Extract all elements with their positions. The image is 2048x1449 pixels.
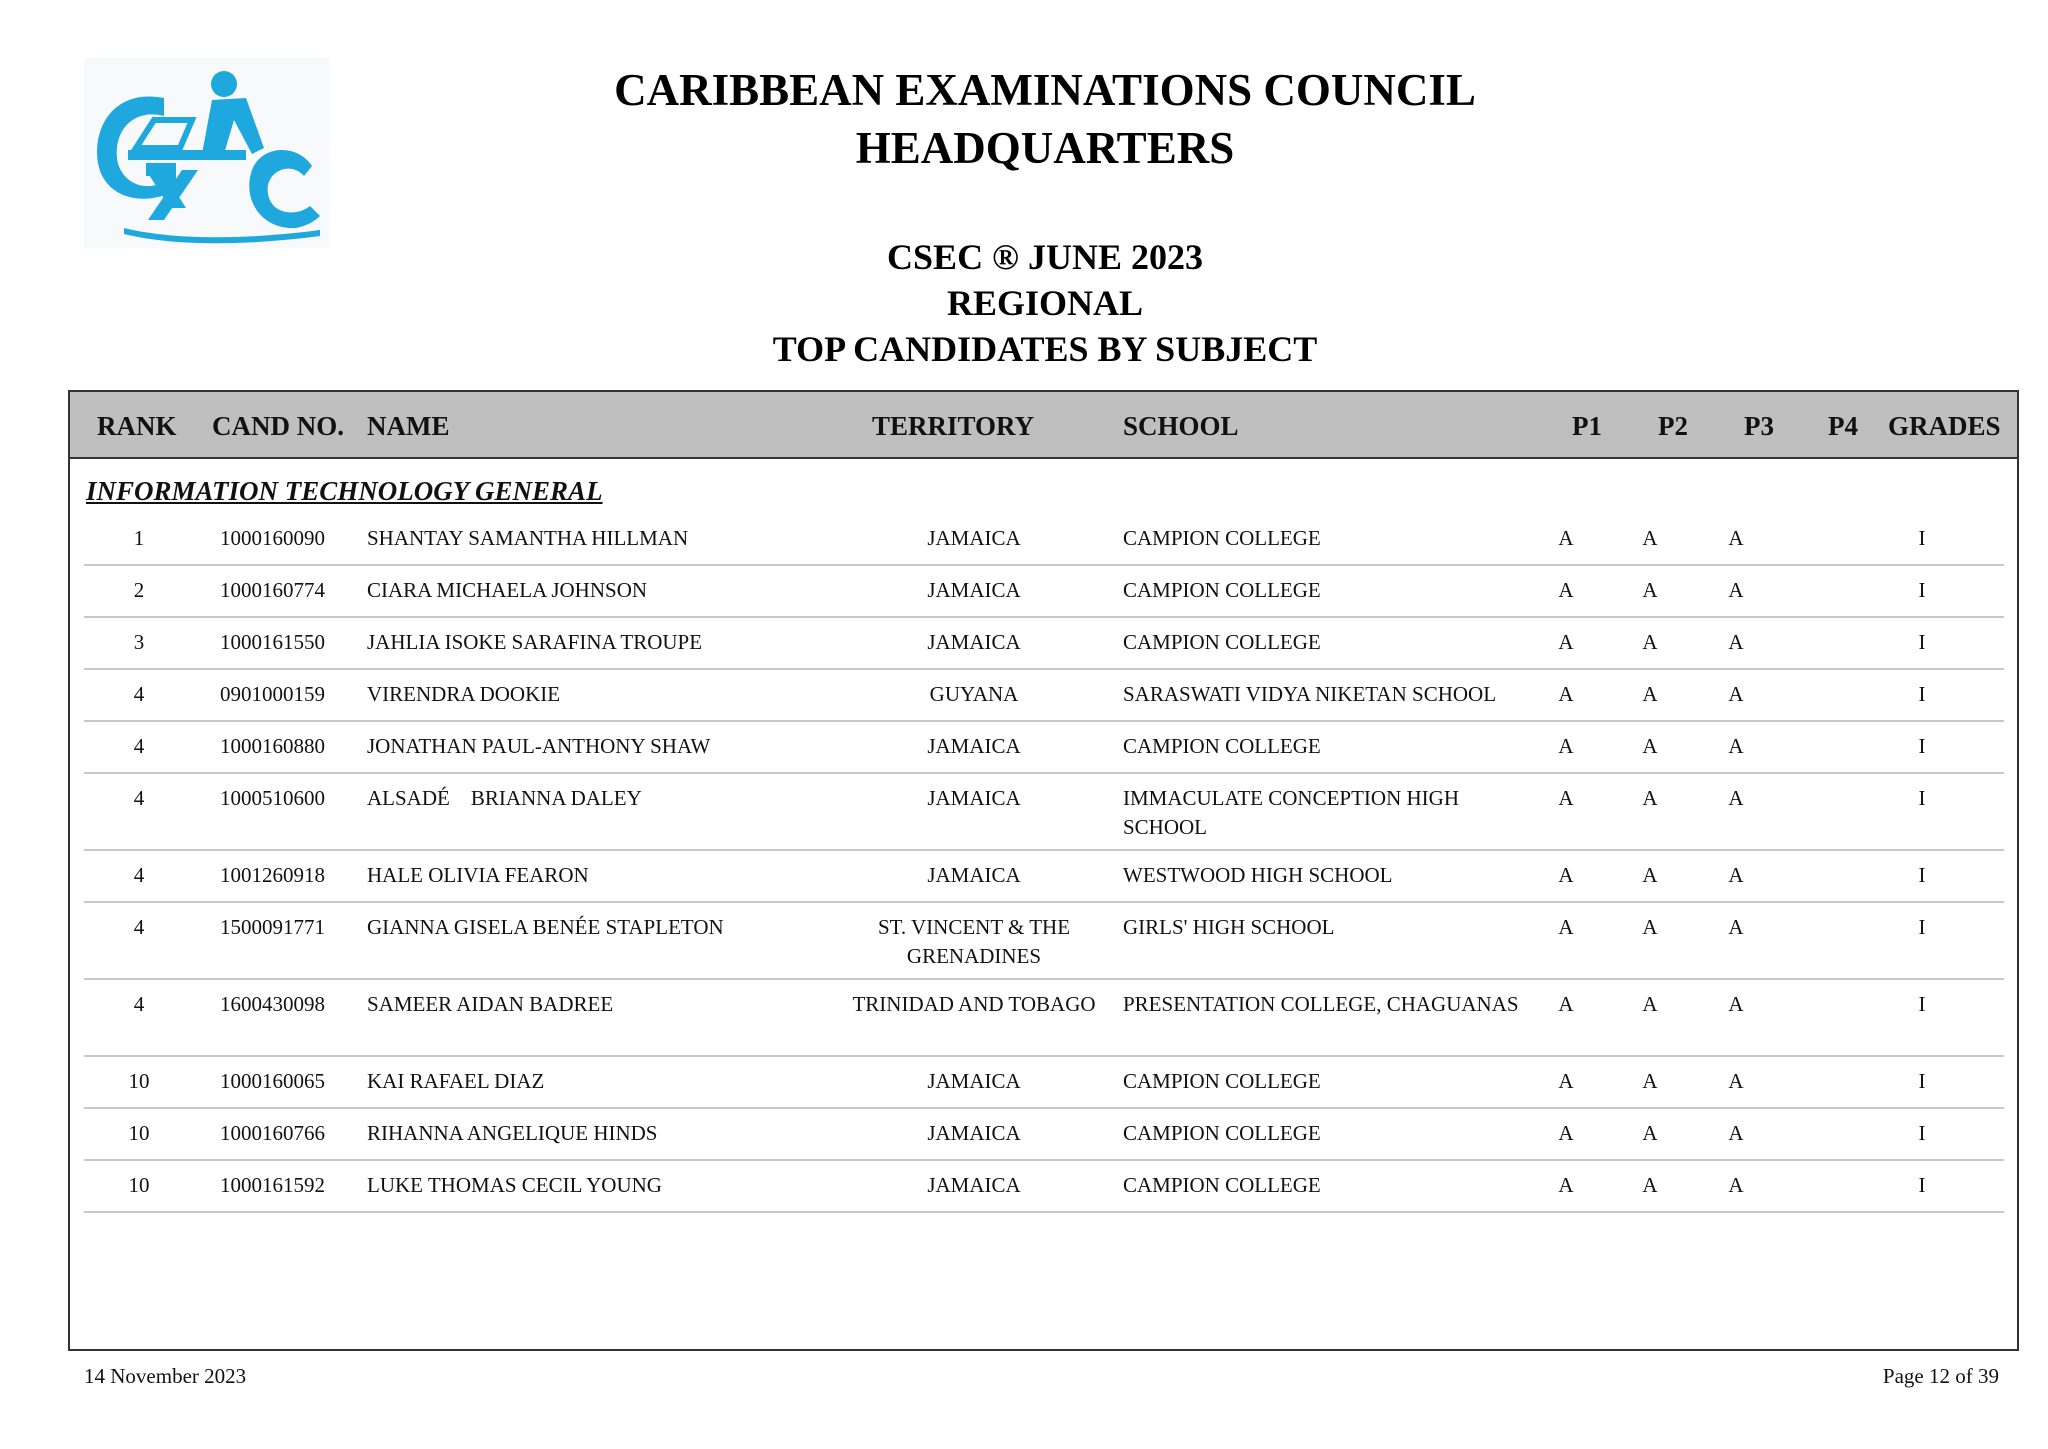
table-row bbox=[84, 903, 2004, 980]
p1-cell: A bbox=[1558, 682, 1574, 706]
col-p4: P4 bbox=[1828, 411, 1858, 441]
territory-cell: JAMAICA bbox=[927, 734, 1021, 758]
p2-cell: A bbox=[1642, 786, 1658, 810]
p2-cell: A bbox=[1642, 1069, 1658, 1093]
cand-no-cell: 1000161592 bbox=[220, 1173, 325, 1197]
table-row bbox=[84, 618, 2004, 670]
table-row bbox=[84, 851, 2004, 903]
cand-no-cell: 1000160774 bbox=[220, 578, 325, 602]
region-title: REGIONAL bbox=[946, 283, 1144, 323]
name-cell: CIARA MICHAELA JOHNSON bbox=[367, 578, 648, 602]
territory-cell: JAMAICA bbox=[927, 526, 1021, 550]
p1-cell: A bbox=[1558, 630, 1574, 654]
p1-cell: A bbox=[1558, 915, 1574, 939]
territory-cell: JAMAICA bbox=[927, 863, 1021, 887]
p3-cell: A bbox=[1728, 526, 1744, 550]
p3-cell: A bbox=[1728, 786, 1744, 810]
school-cell: SARASWATI VIDYA NIKETAN SCHOOL bbox=[1123, 682, 1497, 706]
school-cell: CAMPION COLLEGE bbox=[1123, 1069, 1321, 1093]
school-cell: GIRLS' HIGH SCHOOL bbox=[1123, 915, 1335, 939]
page-number: Page 12 of 39 bbox=[1882, 1364, 1999, 1388]
grade-cell: I bbox=[1918, 863, 1926, 887]
p2-cell: A bbox=[1642, 1173, 1658, 1197]
rank-cell: 4 bbox=[133, 786, 145, 810]
p2-cell: A bbox=[1642, 526, 1658, 550]
territory-cell: JAMAICA bbox=[927, 786, 1021, 810]
school-cell: CAMPION COLLEGE bbox=[1123, 1173, 1321, 1197]
rank-cell: 10 bbox=[128, 1173, 150, 1197]
school-cell: WESTWOOD HIGH SCHOOL bbox=[1123, 863, 1393, 887]
name-cell: SHANTAY SAMANTHA HILLMAN bbox=[367, 526, 689, 550]
p3-cell: A bbox=[1728, 682, 1744, 706]
report-title: TOP CANDIDATES BY SUBJECT bbox=[772, 329, 1318, 369]
council-title: CARIBBEAN EXAMINATIONS COUNCIL bbox=[614, 65, 1476, 115]
table-row bbox=[84, 1161, 2004, 1213]
p1-cell: A bbox=[1558, 992, 1574, 1016]
p1-cell: A bbox=[1558, 786, 1574, 810]
p2-cell: A bbox=[1642, 630, 1658, 654]
school-cell: CAMPION COLLEGE bbox=[1123, 578, 1321, 602]
cand-no-cell: 1000160880 bbox=[220, 734, 325, 758]
territory-cell: JAMAICA bbox=[927, 1173, 1021, 1197]
table-row bbox=[84, 514, 2004, 566]
p3-cell: A bbox=[1728, 863, 1744, 887]
territory-cell: ST. VINCENT & THE GRENADINES bbox=[877, 915, 1071, 968]
cand-no-cell: 1600430098 bbox=[220, 992, 325, 1016]
rank-cell: 10 bbox=[128, 1069, 150, 1093]
rank-cell: 2 bbox=[133, 578, 145, 602]
school-cell: IMMACULATE CONCEPTION HIGH SCHOOL bbox=[1123, 786, 1459, 839]
col-p1: P1 bbox=[1572, 411, 1602, 441]
p3-cell: A bbox=[1728, 630, 1744, 654]
col-territory: TERRITORY bbox=[872, 411, 1035, 441]
rank-cell: 10 bbox=[128, 1121, 150, 1145]
p3-cell: A bbox=[1728, 1069, 1744, 1093]
table-row bbox=[84, 774, 2004, 851]
col-grades: GRADES bbox=[1888, 411, 2001, 441]
name-cell: HALE OLIVIA FEARON bbox=[367, 863, 589, 887]
name-cell: RIHANNA ANGELIQUE HINDS bbox=[367, 1121, 658, 1145]
col-rank: RANK bbox=[97, 411, 177, 441]
p2-cell: A bbox=[1642, 1121, 1658, 1145]
p2-cell: A bbox=[1642, 682, 1658, 706]
grade-cell: I bbox=[1918, 1069, 1926, 1093]
grade-cell: I bbox=[1918, 630, 1926, 654]
headquarters-title: HEADQUARTERS bbox=[855, 123, 1235, 173]
territory-cell: JAMAICA bbox=[927, 630, 1021, 654]
col-p3: P3 bbox=[1744, 411, 1774, 441]
rank-cell: 4 bbox=[133, 863, 145, 887]
name-cell: JONATHAN PAUL-ANTHONY SHAW bbox=[367, 734, 711, 758]
p2-cell: A bbox=[1642, 992, 1658, 1016]
grade-cell: I bbox=[1918, 1173, 1926, 1197]
cand-no-cell: 1000160090 bbox=[220, 526, 325, 550]
rank-cell: 4 bbox=[133, 915, 145, 939]
school-cell: CAMPION COLLEGE bbox=[1123, 734, 1321, 758]
school-cell: CAMPION COLLEGE bbox=[1123, 1121, 1321, 1145]
rank-cell: 4 bbox=[133, 734, 145, 758]
table-row bbox=[84, 980, 2004, 1057]
p1-cell: A bbox=[1558, 1069, 1574, 1093]
cand-no-cell: 1000160766 bbox=[220, 1121, 325, 1145]
cand-no-cell: 1000161550 bbox=[220, 630, 325, 654]
p2-cell: A bbox=[1642, 915, 1658, 939]
results-table bbox=[68, 390, 2019, 1351]
exam-title: CSEC ® JUNE 2023 bbox=[887, 237, 1203, 277]
table-row bbox=[84, 722, 2004, 774]
table-header bbox=[70, 392, 2017, 459]
p2-cell: A bbox=[1642, 734, 1658, 758]
name-cell: GIANNA GISELA BENÉE STAPLETON bbox=[367, 915, 724, 939]
rank-cell: 4 bbox=[133, 682, 145, 706]
name-cell: JAHLIA ISOKE SARAFINA TROUPE bbox=[367, 630, 703, 654]
col-cand-no: CAND NO. bbox=[212, 411, 344, 441]
grade-cell: I bbox=[1918, 682, 1926, 706]
territory-cell: JAMAICA bbox=[927, 1121, 1021, 1145]
subject-heading: INFORMATION TECHNOLOGY GENERAL bbox=[86, 476, 603, 506]
p1-cell: A bbox=[1558, 863, 1574, 887]
col-p2: P2 bbox=[1658, 411, 1688, 441]
territory-cell: TRINIDAD AND TOBAGO bbox=[852, 992, 1096, 1016]
col-name: NAME bbox=[367, 411, 450, 441]
name-cell: VIRENDRA DOOKIE bbox=[367, 682, 561, 706]
grade-cell: I bbox=[1918, 1121, 1926, 1145]
p3-cell: A bbox=[1728, 1121, 1744, 1145]
name-cell: LUKE THOMAS CECIL YOUNG bbox=[367, 1173, 662, 1197]
table-row bbox=[84, 1057, 2004, 1109]
rank-cell: 3 bbox=[133, 630, 145, 654]
p3-cell: A bbox=[1728, 992, 1744, 1016]
cand-no-cell: 1000160065 bbox=[220, 1069, 325, 1093]
p3-cell: A bbox=[1728, 734, 1744, 758]
cand-no-cell: 1000510600 bbox=[220, 786, 325, 810]
p2-cell: A bbox=[1642, 578, 1658, 602]
school-cell: CAMPION COLLEGE bbox=[1123, 630, 1321, 654]
report-date: 14 November 2023 bbox=[84, 1364, 247, 1388]
rank-cell: 4 bbox=[133, 992, 145, 1016]
grade-cell: I bbox=[1918, 786, 1926, 810]
p1-cell: A bbox=[1558, 1121, 1574, 1145]
name-cell: SAMEER AIDAN BADREE bbox=[367, 992, 614, 1016]
p3-cell: A bbox=[1728, 915, 1744, 939]
p3-cell: A bbox=[1728, 578, 1744, 602]
territory-cell: GUYANA bbox=[929, 682, 1019, 706]
grade-cell: I bbox=[1918, 734, 1926, 758]
p1-cell: A bbox=[1558, 734, 1574, 758]
table-row bbox=[84, 1109, 2004, 1161]
table-row bbox=[84, 566, 2004, 618]
school-cell: CAMPION COLLEGE bbox=[1123, 526, 1321, 550]
col-school: SCHOOL bbox=[1123, 411, 1239, 441]
name-cell: KAI RAFAEL DIAZ bbox=[367, 1069, 545, 1093]
table-row bbox=[84, 670, 2004, 722]
grade-cell: I bbox=[1918, 526, 1926, 550]
grade-cell: I bbox=[1918, 578, 1926, 602]
territory-cell: JAMAICA bbox=[927, 1069, 1021, 1093]
cand-no-cell: 1001260918 bbox=[220, 863, 325, 887]
p3-cell: A bbox=[1728, 1173, 1744, 1197]
p1-cell: A bbox=[1558, 526, 1574, 550]
rank-cell: 1 bbox=[133, 526, 145, 550]
grade-cell: I bbox=[1918, 992, 1926, 1016]
p1-cell: A bbox=[1558, 1173, 1574, 1197]
name-cell: ALSADÉ BRIANNA DALEY bbox=[367, 786, 642, 810]
school-cell: PRESENTATION COLLEGE, CHAGUANAS bbox=[1123, 992, 1519, 1016]
cand-no-cell: 0901000159 bbox=[220, 682, 325, 706]
territory-cell: JAMAICA bbox=[927, 578, 1021, 602]
grade-cell: I bbox=[1918, 915, 1926, 939]
cand-no-cell: 1500091771 bbox=[220, 915, 325, 939]
p2-cell: A bbox=[1642, 863, 1658, 887]
p1-cell: A bbox=[1558, 578, 1574, 602]
